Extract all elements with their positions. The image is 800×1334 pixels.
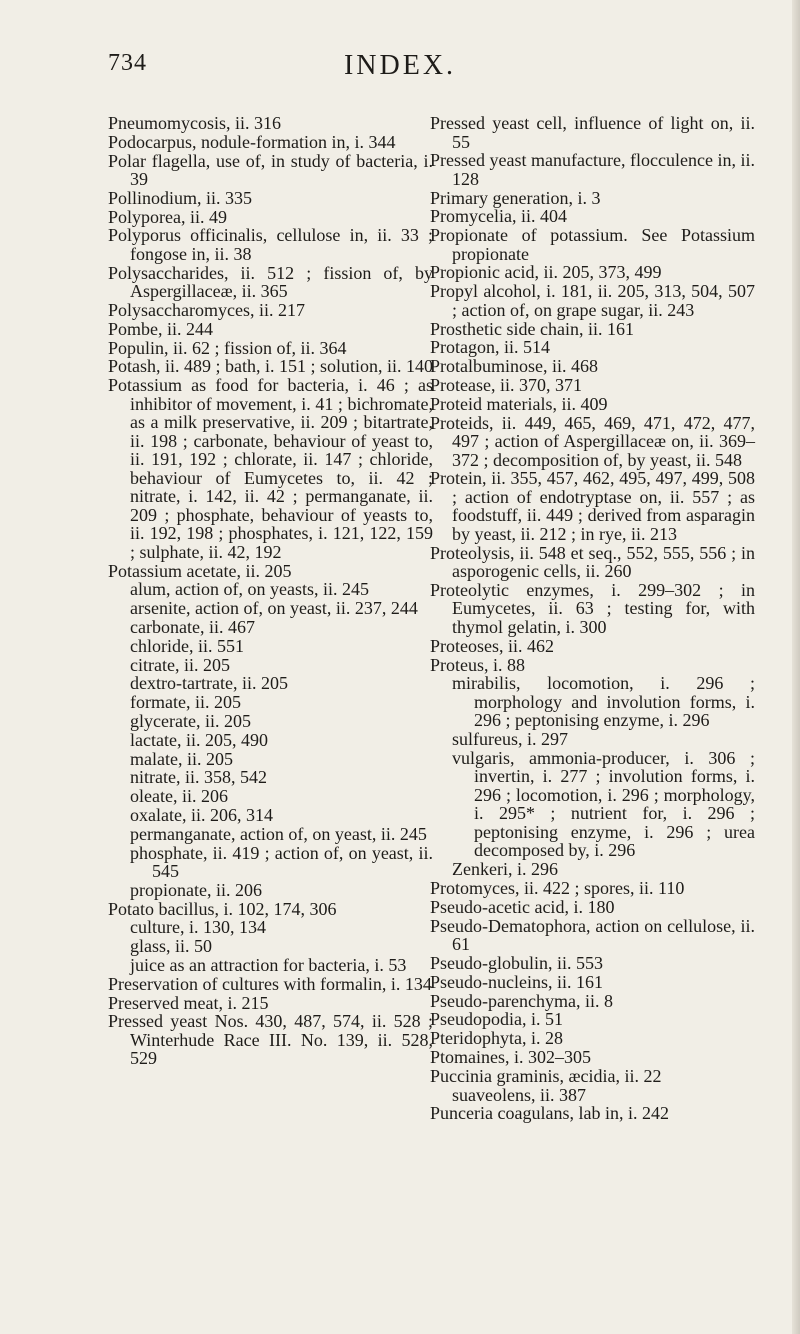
index-entry: Pneumomycosis, ii. 316 xyxy=(108,113,282,133)
index-entry: Promycelia, ii. 404 xyxy=(430,206,567,227)
index-entry: Potassium as food for bacteria, i. 46 ; as inhibitor of movement, i. 41 ; bichromate, as a milk preservative, ii. 209 ; bitartrate, ii. 198 ; carbonate, behaviour of yeast to, ii. 191, 192 ; chlorate, ii. 147 ; chloride, behaviour of Eumycetes to, ii. 42 ; nitrate, i. 142, ii. 42 ; permanganate, ii. 209 ; phosphate, behaviour of yeasts to, ii. 192, 198 ; phosphates, i. 121, 122, 159 ; sulphate, ii. 42, 192 xyxy=(108,375,433,562)
index-entry: Primary generation, i. 3 xyxy=(430,187,601,208)
index-entry: Proteolysis, ii. 548 et seq., 552, 555, 556 ; in asporogenic cells, ii. 260 xyxy=(430,542,755,582)
index-entry: Pressed yeast cell, influence of light on, ii. 55 xyxy=(430,113,755,152)
index-entry: Podocarpus, nodule-formation in, i. 344 xyxy=(108,131,396,152)
index-subentry: sulfureus, i. 297 xyxy=(452,729,568,750)
index-entry: Pollinodium, ii. 335 xyxy=(108,187,253,208)
index-entry: Pseudo-nucleins, ii. 161 xyxy=(430,971,603,992)
page-edge xyxy=(792,0,800,1334)
index-subentry: chloride, ii. 551 xyxy=(130,635,244,656)
index-entry: Proteus, i. 88 xyxy=(430,654,526,675)
index-subentry: suaveolens, ii. 387 xyxy=(452,1084,586,1105)
index-entry: Punceria coagulans, lab in, i. 242 xyxy=(430,1103,669,1124)
index-column-left xyxy=(108,114,433,1068)
page-header xyxy=(0,50,800,90)
index-entry: Pteridophyta, i. 28 xyxy=(430,1028,563,1049)
index-subentry: phosphate, ii. 419 ; action of, on yeast, ii. 545 xyxy=(130,842,433,882)
index-entry: Puccinia graminis, æcidia, ii. 22 xyxy=(430,1065,662,1086)
index-entry: Pseudo-parenchyma, ii. 8 xyxy=(430,990,613,1011)
index-entry: Ptomaines, i. 302–305 xyxy=(430,1046,591,1067)
index-entry: Polysaccharomyces, ii. 217 xyxy=(108,300,305,321)
index-entry: Protalbuminose, ii. 468 xyxy=(430,356,598,377)
index-subentry: arsenite, action of, on yeast, ii. 237, 244 xyxy=(130,598,418,619)
index-entry: Pseudo-acetic acid, i. 180 xyxy=(430,896,615,917)
index-subentry: permanganate, action of, on yeast, ii. 245 xyxy=(130,823,427,844)
index-entry: Protagon, ii. 514 xyxy=(430,337,550,358)
index-subentry: carbonate, ii. 467 xyxy=(130,616,255,637)
index-subentry: culture, i. 130, 134 xyxy=(130,917,266,938)
index-subentry: glycerate, ii. 205 xyxy=(130,710,251,731)
index-entry: Pseudopodia, i. 51 xyxy=(430,1009,563,1030)
index-subentry: oleate, ii. 206 xyxy=(130,786,228,807)
index-entry: Potash, ii. 489 ; bath, i. 151 ; solution, ii. 140 xyxy=(108,356,434,377)
index-subentry: Zenkeri, i. 296 xyxy=(452,859,558,880)
index-subentry: mirabilis, locomotion, i. 296 ; morphology and involution forms, i. 296 ; peptonising enzyme, i. 296 xyxy=(452,673,755,731)
index-entry: Polysaccharides, ii. 512 ; fission of, by Aspergillaceæ, ii. 365 xyxy=(108,262,433,302)
index-entry: Polyporus officinalis, cellulose in, ii. 33 ; fongose in, ii. 38 xyxy=(108,225,433,264)
index-entry: Populin, ii. 62 ; fission of, ii. 364 xyxy=(108,337,347,358)
index-subentry: malate, ii. 205 xyxy=(130,748,233,769)
index-column-right xyxy=(430,114,755,1123)
index-entry: Propyl alcohol, i. 181, ii. 205, 313, 504, 507 ; action of, on grape sugar, ii. 243 xyxy=(430,281,755,320)
index-subentry: alum, action of, on yeasts, ii. 245 xyxy=(130,579,369,600)
index-entry: Pseudo-globulin, ii. 553 xyxy=(430,952,604,973)
index-entry: Protein, ii. 355, 457, 462, 495, 497, 499, 508 ; action of endotryptase on, ii. 557 ; as foodstuff, ii. 449 ; derived from asparagin by yeast, ii. 212 ; in rye, ii. 213 xyxy=(430,468,755,544)
index-entry: Propionic acid, ii. 205, 373, 499 xyxy=(430,262,662,283)
index-entry: Pressed yeast manufacture, flocculence in, ii. 128 xyxy=(430,150,755,189)
index-subentry: citrate, ii. 205 xyxy=(130,654,230,675)
index-subentry: vulgaris, ammonia-producer, i. 306 ; invertin, i. 277 ; involution forms, i. 296 ; locomotion, i. 296 ; morphology, i. 295* ; nutrient for, i. 296 ; peptonising enzyme, i. 296 ; urea decomposed by, i. 296 xyxy=(452,747,755,861)
index-subentry: juice as an attraction for bacteria, i. 53 xyxy=(130,955,407,975)
index-subentry: dextro-tartrate, ii. 205 xyxy=(130,673,288,694)
index-subentry: nitrate, ii. 358, 542 xyxy=(130,767,267,788)
index-subentry: oxalate, ii. 206, 314 xyxy=(130,804,273,825)
page-number: 734 xyxy=(108,50,147,76)
index-entry: Proteids, ii. 449, 465, 469, 471, 472, 477, 497 ; action of Aspergillaceæ on, ii. 369–372 ; decomposition of, by yeast, ii. 548 xyxy=(430,412,755,470)
index-entry: Prosthetic side chain, ii. 161 xyxy=(430,318,634,339)
index-entry: Proteid materials, ii. 409 xyxy=(430,393,608,414)
index-entry: Potato bacillus, i. 102, 174, 306 xyxy=(108,898,337,919)
index-entry: Preserved meat, i. 215 xyxy=(108,992,269,1013)
index-subentry: formate, ii. 205 xyxy=(130,692,241,713)
index-entry: Protomyces, ii. 422 ; spores, ii. 110 xyxy=(430,878,685,899)
index-entry: Proteolytic enzymes, i. 299–302 ; in Eumycetes, ii. 63 ; testing for, with thymol gelatin, i. 300 xyxy=(430,579,755,637)
index-entry: Polar flagella, use of, in study of bacteria, i. 39 xyxy=(108,150,433,190)
running-title: INDEX. xyxy=(343,50,457,81)
index-subentry: glass, ii. 50 xyxy=(130,936,213,957)
index-entry: Preservation of cultures with formalin, i. 134 xyxy=(108,973,432,994)
index-entry: Protease, ii. 370, 371 xyxy=(430,374,582,395)
index-entry: Potassium acetate, ii. 205 xyxy=(108,560,292,581)
index-entry: Propionate of potassium. See Potassium propionate xyxy=(430,225,755,264)
index-entry: Polyporea, ii. 49 xyxy=(108,206,227,227)
index-entry: Pseudo-Dematophora, action on cellulose, ii. 61 xyxy=(430,915,755,955)
index-subentry: propionate, ii. 206 xyxy=(130,879,262,900)
index-entry: Proteoses, ii. 462 xyxy=(430,635,554,656)
index-entry: Pombe, ii. 244 xyxy=(108,318,214,339)
index-entry: Pressed yeast Nos. 430, 487, 574, ii. 528 ; Winterhude Race III. No. 139, ii. 528, 529 xyxy=(108,1011,433,1069)
index-subentry: lactate, ii. 205, 490 xyxy=(130,729,268,750)
